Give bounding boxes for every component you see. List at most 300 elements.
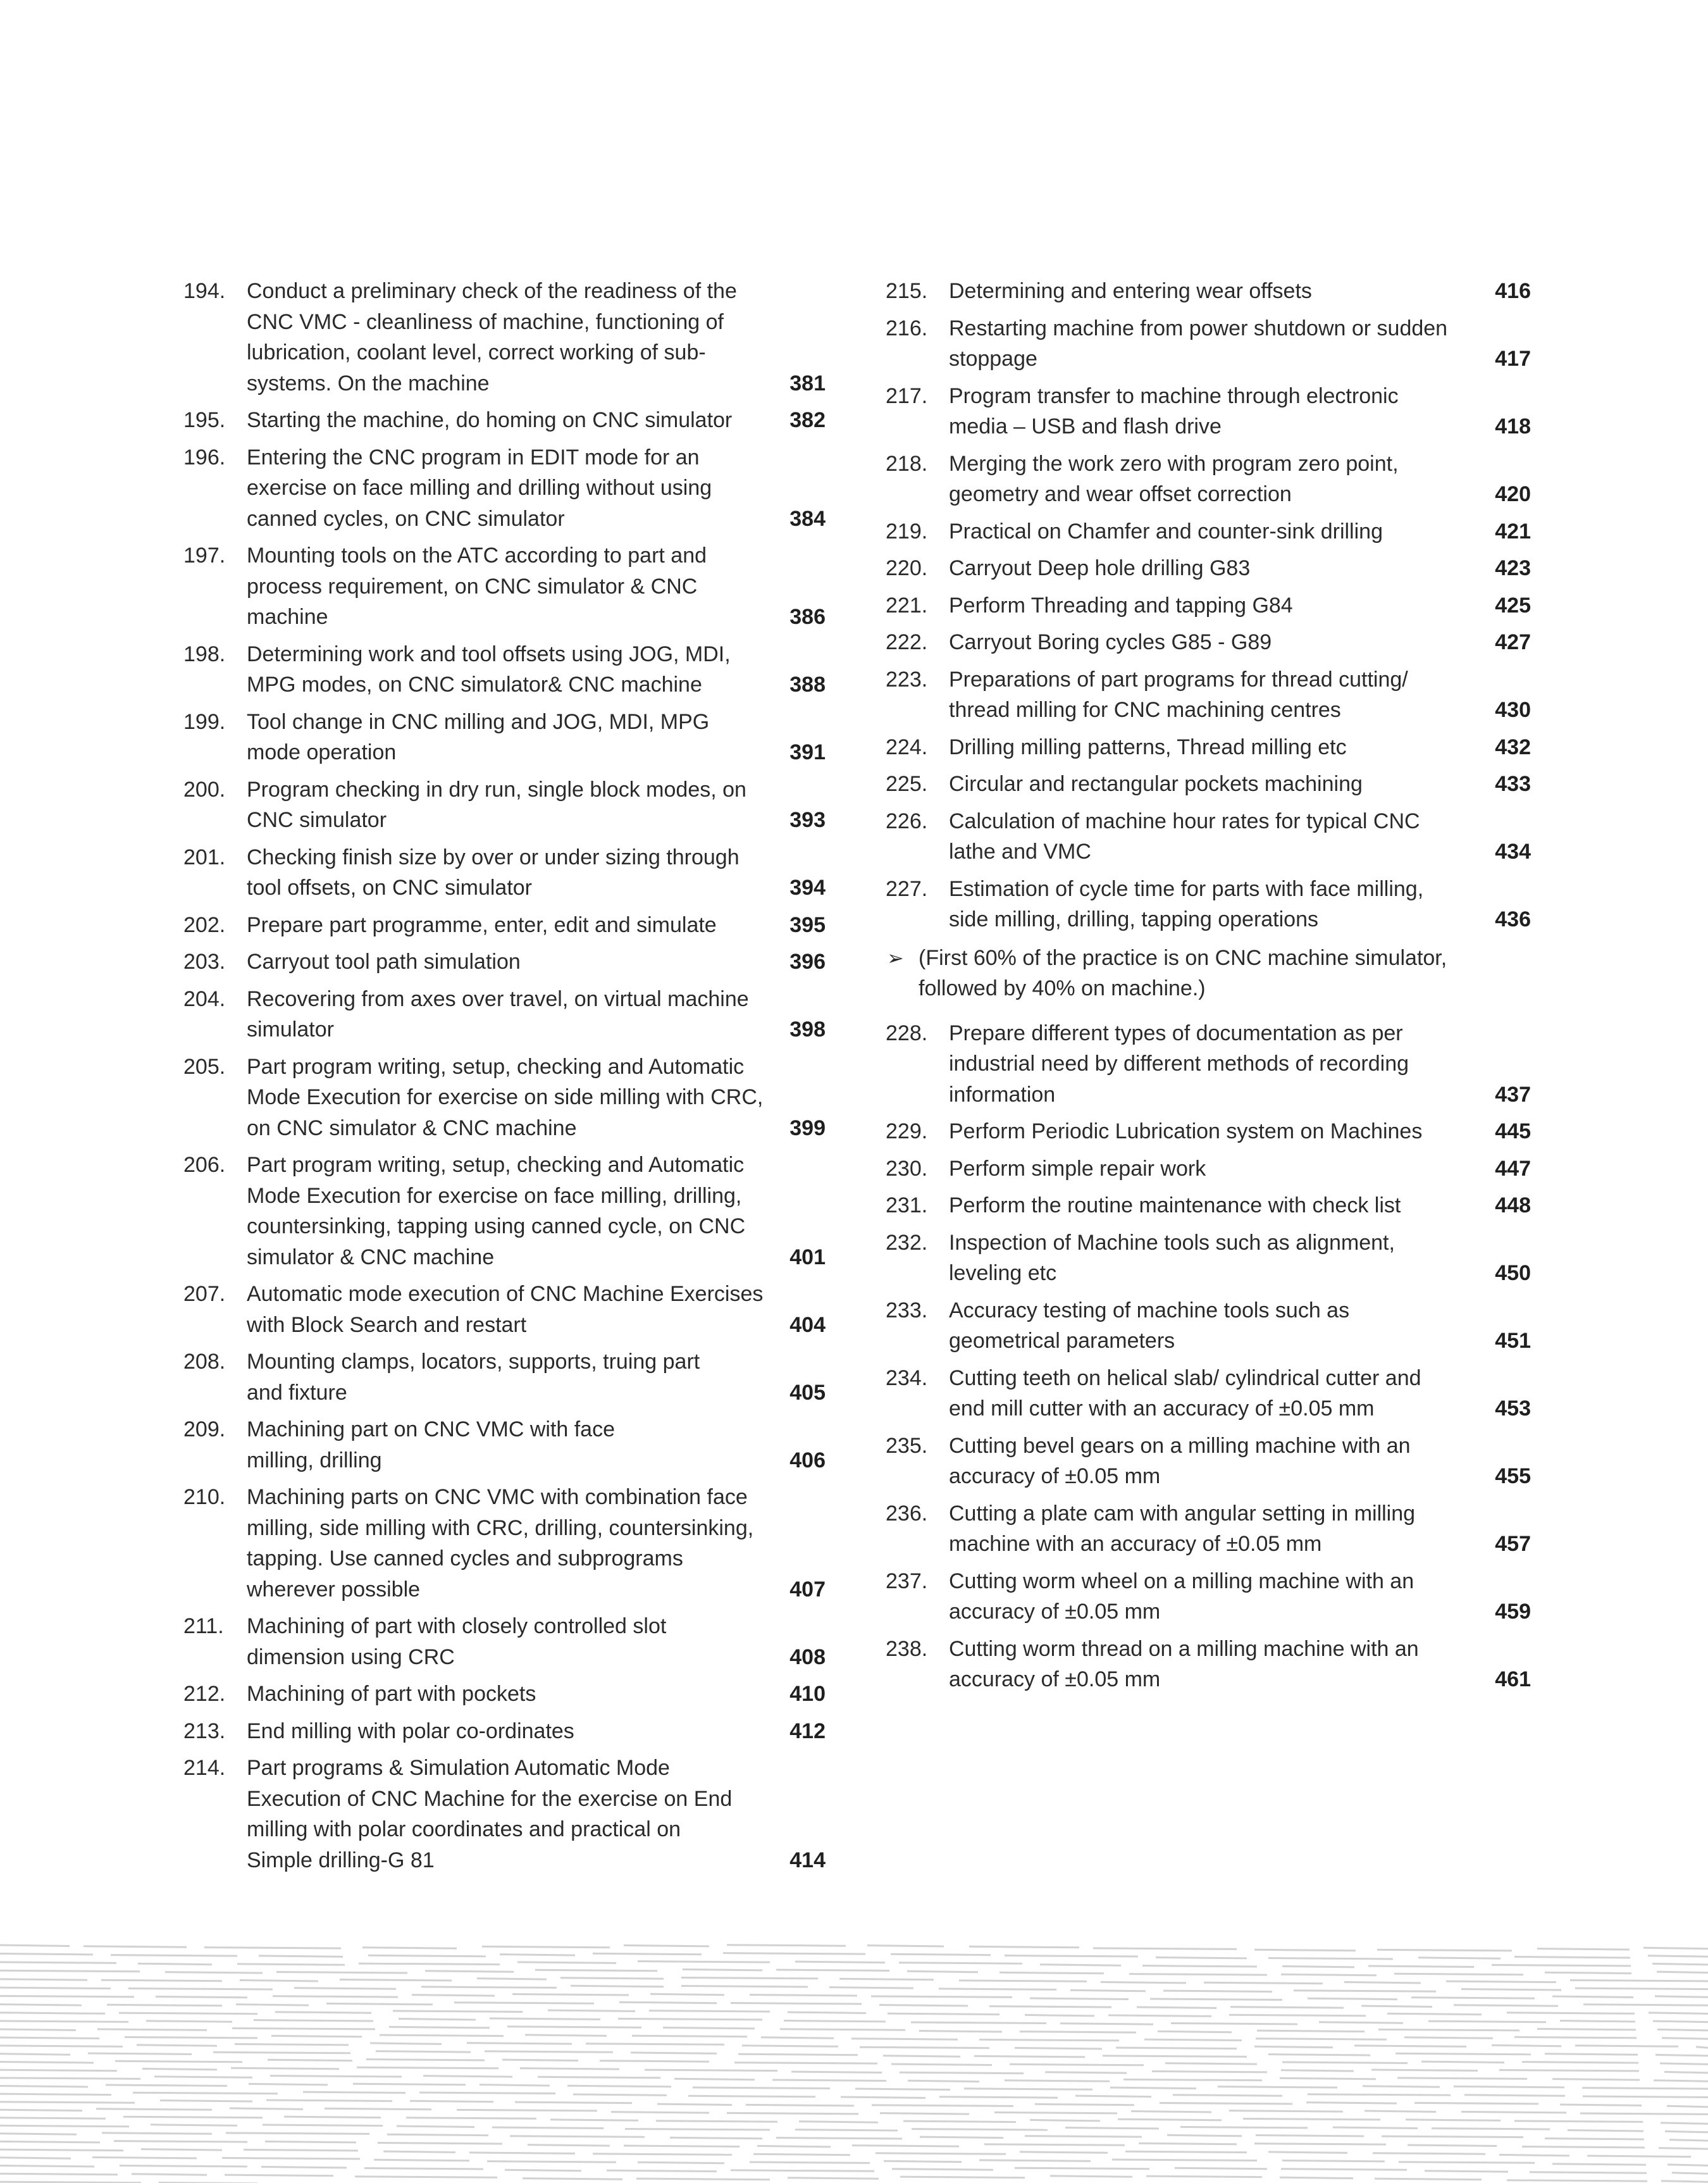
entry-number: 234.	[886, 1365, 928, 1390]
entry-title: Machining parts on CNC VMC with combination face milling, side milling with CRC, drilling, countersinking, tapping. Use canned cycles and subprograms wherever possible	[247, 1485, 754, 1601]
footer-stripe	[1025, 2136, 1142, 2137]
footer-stripe	[1020, 2032, 1136, 2033]
footer-stripe	[795, 1962, 885, 1963]
footer-stripe	[0, 2062, 94, 2063]
footer-stripe	[1514, 2121, 1643, 2122]
entry-number: 203.	[183, 950, 226, 974]
footer-stripe	[268, 2060, 352, 2061]
footer-stripe	[1428, 2021, 1546, 2022]
footer-stripe	[146, 2021, 232, 2022]
footer-stripe	[355, 2177, 497, 2178]
footer-stripe	[1461, 1989, 1561, 1991]
entry-number: 216.	[886, 316, 928, 340]
footer-stripe	[1373, 2153, 1485, 2155]
footer-wave-pattern	[0, 1936, 1708, 2183]
footer-stripe	[645, 2070, 777, 2071]
footer-stripe	[1648, 1956, 1708, 1957]
entry-number: 222.	[886, 630, 928, 654]
footer-stripe	[1432, 2129, 1550, 2130]
footer-stripe	[899, 1963, 1022, 1964]
footer-stripe	[421, 1987, 557, 1988]
footer-stripe	[1668, 2165, 1708, 2166]
toc-entry	[183, 1052, 826, 1144]
footer-stripe	[1254, 1950, 1356, 1951]
footer-stripe	[1005, 2080, 1110, 2082]
footer-stripe	[1020, 2152, 1108, 2153]
footer-stripe	[235, 2044, 349, 2045]
footer-stripe	[0, 2029, 76, 2031]
footer-stripe	[1368, 1966, 1474, 1967]
entry-page-number: 382	[789, 408, 826, 432]
footer-stripe	[0, 2125, 129, 2127]
toc-entry	[183, 1414, 826, 1476]
entry-title: Cutting worm wheel on a milling machine with an accuracy of ±0.05 mm	[949, 1569, 1414, 1624]
entry-number: 215.	[886, 279, 928, 303]
entry-page-number: 420	[1495, 482, 1531, 506]
footer-stripe	[266, 2100, 392, 2101]
footer-stripe	[123, 2117, 263, 2118]
footer-stripe	[1139, 2143, 1237, 2144]
entry-title: Perform the routine maintenance with check list	[949, 1193, 1401, 1217]
entry-title: Part programs & Simulation Automatic Mode Execution of CNC Machine for the exercise on End milling with polar coordinates and practical on Simple drilling-G 81	[247, 1756, 733, 1872]
entry-title: Inspection of Machine tools such as alignment, leveling etc	[949, 1230, 1395, 1285]
entry-title: Entering the CNC program in EDIT mode for an exercise on face milling and drilling without using canned cycles, on CNC simulator	[247, 445, 712, 531]
footer-stripe	[1568, 2130, 1643, 2132]
footer-stripe	[419, 2093, 555, 2094]
footer-stripe	[1306, 2103, 1397, 2104]
footer-stripe	[1160, 2103, 1292, 2105]
footer-stripe	[1015, 2048, 1102, 2049]
footer-stripe	[1672, 2173, 1708, 2174]
toc-entry	[183, 1279, 826, 1340]
entry-title: Calculation of machine hour rates for typical CNC lathe and VMC	[949, 809, 1420, 864]
footer-stripe	[1229, 2015, 1366, 2016]
footer-stripe	[132, 2174, 207, 2175]
footer-stripe	[888, 2013, 999, 2015]
footer-stripe	[683, 1969, 762, 1970]
footer-stripe	[1131, 2111, 1211, 2113]
entry-number: 199.	[183, 709, 226, 734]
entry-page-number: 421	[1495, 519, 1531, 544]
entry-page-number: 448	[1495, 1193, 1531, 1217]
toc-entry	[886, 1116, 1531, 1147]
footer-stripe	[1664, 2072, 1708, 2073]
footer-stripe	[156, 1996, 247, 1998]
footer-stripe	[1657, 2029, 1708, 2031]
footer-stripe	[1256, 2136, 1364, 2137]
entry-page-number: 430	[1495, 698, 1531, 722]
toc-entry	[183, 947, 826, 978]
footer-stripe	[1411, 1998, 1535, 1999]
toc-right-list-b	[886, 1018, 1531, 1695]
footer-stripe	[0, 2046, 123, 2047]
footer-stripe	[119, 2013, 257, 2014]
footer-stripe	[0, 1970, 140, 1972]
footer-stripe	[230, 2108, 303, 2110]
entry-title: Tool change in CNC milling and JOG, MDI, MPG mode operation	[247, 709, 710, 764]
footer-stripe	[482, 1946, 610, 1948]
footer-stripe	[757, 2146, 831, 2147]
footer-stripe	[1662, 2038, 1708, 2039]
footer-stripe	[1655, 2055, 1708, 2056]
entry-title: Cutting a plate cam with angular setting in milling machine with an accuracy of ±0.05 mm	[949, 1501, 1416, 1556]
footer-stripe	[213, 2052, 350, 2053]
footer-stripe	[1010, 2064, 1144, 2065]
footer-stripe	[903, 2121, 1016, 2122]
footer-stripe	[523, 2179, 622, 2180]
entry-number: 226.	[886, 809, 928, 833]
footer-stripe	[1110, 2087, 1196, 2089]
entry-title: Cutting worm thread on a milling machine with an accuracy of ±0.05 mm	[949, 1636, 1419, 1691]
toc-entry	[886, 1363, 1531, 1424]
entry-page-number: 404	[789, 1312, 826, 1337]
footer-stripe	[1294, 1991, 1436, 1992]
footer-stripe	[912, 2129, 1048, 2130]
footer-stripe	[625, 2129, 770, 2130]
footer-stripe	[1123, 2079, 1262, 2080]
toc-entry	[183, 276, 826, 399]
footer-stripe	[548, 2010, 635, 2012]
footer-stripe	[232, 2028, 375, 2029]
footer-stripe	[0, 1987, 111, 1989]
entry-number: 208.	[183, 1350, 226, 1374]
footer-stripe	[502, 2060, 578, 2061]
footer-stripe	[84, 1946, 187, 1948]
footer-stripe	[120, 2166, 247, 2167]
entry-page-number: 423	[1495, 556, 1531, 580]
toc-entry	[886, 553, 1531, 584]
footer-stripe	[611, 2112, 709, 2113]
toc-entry	[183, 774, 826, 836]
footer-stripe	[1268, 2055, 1370, 2056]
footer-stripe	[999, 1972, 1104, 1974]
footer-stripe	[1040, 1965, 1121, 1966]
footer-stripe	[1363, 2086, 1440, 2087]
entry-number: 209.	[183, 1417, 226, 1441]
entry-number: 196.	[183, 445, 226, 470]
footer-stripe	[1530, 2172, 1647, 2174]
entry-number: 213.	[183, 1719, 226, 1743]
entry-number: 219.	[886, 519, 928, 544]
entry-page-number: 436	[1495, 907, 1531, 931]
footer-stripe	[138, 1963, 212, 1965]
footer-stripe	[225, 2175, 333, 2176]
footer-stripe	[340, 1980, 452, 1981]
footer-stripe	[1375, 2179, 1482, 2180]
footer-stripe	[1425, 2171, 1508, 2172]
footer-stripe	[265, 2141, 356, 2143]
footer-stripe	[1116, 2048, 1237, 2049]
footer-stripe	[900, 2177, 1025, 2178]
footer-stripe	[989, 2006, 1111, 2008]
footer-stripe	[142, 2068, 217, 2070]
toc-entry	[183, 540, 826, 633]
footer-stripe	[133, 2093, 278, 2094]
footer-stripe	[1254, 2046, 1333, 2048]
entry-number: 217.	[886, 383, 928, 408]
footer-stripe	[1661, 2181, 1708, 2182]
footer-stripe	[0, 1962, 116, 1963]
footer-stripe	[1649, 2013, 1708, 2014]
footer-stripe	[1112, 2160, 1257, 2161]
footer-stripe	[520, 2068, 619, 2070]
entry-number: 233.	[886, 1298, 928, 1322]
footer-stripe	[1414, 2103, 1538, 2104]
footer-stripe	[1575, 1988, 1708, 1989]
footer-stripe	[1657, 1972, 1708, 1973]
footer-stripe	[750, 2162, 870, 2163]
footer-stripe	[681, 1986, 808, 1987]
footer-stripe	[538, 2077, 660, 2078]
footer-stripe	[1659, 2148, 1708, 2149]
entry-page-number: 414	[789, 1848, 826, 1872]
entry-title: Perform Threading and tapping G84	[949, 593, 1293, 618]
footer-stripe	[412, 1995, 495, 1996]
footer-stripe	[731, 2003, 862, 2005]
footer-stripe	[750, 1995, 857, 1996]
footer-stripe	[389, 2027, 490, 2028]
footer-stripe	[593, 1953, 702, 1955]
entry-page-number: 459	[1495, 1600, 1531, 1624]
footer-stripe	[1180, 2127, 1308, 2128]
entry-page-number: 393	[789, 808, 826, 832]
footer-stripe	[1461, 2111, 1566, 2113]
footer-stripe	[1319, 2022, 1403, 2024]
footer-stripe	[477, 1979, 547, 1980]
footer-stripe	[851, 2039, 958, 2040]
entry-title: Cutting bevel gears on a milling machine with an accuracy of ±0.05 mm	[949, 1433, 1411, 1488]
footer-stripe	[226, 2133, 369, 2134]
footer-stripe	[891, 2064, 992, 2065]
entry-number: 211.	[183, 1614, 224, 1638]
toc-entry	[183, 1482, 826, 1605]
footer-stripe	[872, 2105, 1013, 2106]
footer-stripe	[919, 2031, 1002, 2032]
footer-stripe	[528, 2145, 610, 2146]
toc-entry	[886, 664, 1531, 726]
entry-number: 224.	[886, 735, 928, 759]
footer-stripe	[1552, 1996, 1633, 1998]
entry-page-number: 394	[789, 876, 826, 900]
footer-stripe	[571, 1986, 664, 1987]
entry-page-number: 437	[1495, 1082, 1531, 1107]
footer-stripe	[96, 2109, 212, 2110]
footer-stripe	[240, 1981, 318, 1982]
footer-stripe	[1499, 2155, 1569, 2156]
footer-stripe	[1570, 1981, 1708, 1982]
footer-stripe	[115, 2061, 242, 2062]
footer-stripe	[284, 2117, 381, 2118]
entry-number: 223.	[886, 667, 928, 692]
footer-stripe	[0, 2054, 70, 2055]
footer-stripe	[1243, 2118, 1380, 2120]
footer-stripe	[1552, 2079, 1640, 2080]
footer-stripe	[0, 1945, 70, 1946]
entry-number: 225.	[886, 772, 928, 796]
toc-entry	[886, 1634, 1531, 1695]
footer-stripe	[638, 2162, 724, 2163]
footer-stripe	[1387, 2013, 1482, 2015]
footer-stripe	[1103, 2056, 1247, 2057]
footer-stripe	[353, 2084, 466, 2085]
footer-stripe	[1156, 1957, 1247, 1958]
entry-page-number: 406	[789, 1448, 826, 1472]
footer-stripe	[359, 1963, 500, 1965]
footer-stripe	[892, 2169, 993, 2170]
entry-title: Recovering from axes over travel, on virtual machine simulator	[247, 986, 749, 1042]
footer-stripe	[939, 1989, 1056, 1990]
footer-stripe	[1158, 2031, 1232, 2032]
footer-stripe	[0, 2086, 88, 2087]
entry-number: 220.	[886, 556, 928, 580]
footer-stripe	[92, 2157, 197, 2158]
footer-stripe	[1308, 2094, 1451, 2096]
entry-title: Carryout Deep hole drilling G83	[949, 556, 1251, 580]
footer-stripe	[1065, 2128, 1159, 2129]
footer-stripe	[1142, 1966, 1257, 1967]
footer-stripe	[326, 2003, 433, 2005]
footer-stripe	[1552, 2164, 1646, 2165]
footer-stripe	[0, 2134, 77, 2135]
toc-entry	[183, 639, 826, 700]
footer-stripe	[1229, 2111, 1343, 2112]
footer-stripe	[222, 2158, 360, 2159]
footer-stripe	[884, 2161, 962, 2162]
toc-entry	[183, 1611, 826, 1672]
footer-stripe	[852, 2146, 959, 2147]
footer-stripe	[1660, 2063, 1708, 2065]
footer-stripe	[1583, 2005, 1708, 2006]
entry-page-number: 425	[1495, 593, 1531, 618]
footer-stripe	[1522, 2062, 1638, 2063]
footer-stripe	[841, 2097, 925, 2098]
toc-entry	[183, 984, 826, 1045]
footer-stripe	[619, 2002, 717, 2003]
footer-stripe	[746, 2105, 854, 2106]
footer-stripe	[879, 2005, 968, 2006]
footer-stripe	[376, 2051, 471, 2053]
footer-stripe	[535, 1970, 657, 1971]
footer-stripe	[325, 2108, 431, 2110]
footer-stripe	[0, 1996, 134, 1997]
footer-stripe	[1492, 2045, 1561, 2046]
entry-page-number: 384	[789, 506, 826, 531]
footer-stripe	[1129, 1974, 1267, 1975]
footer-stripe	[1165, 2063, 1257, 2065]
footer-stripe	[1395, 2053, 1531, 2055]
footer-stripe	[663, 2027, 755, 2029]
footer-stripe	[1652, 1963, 1708, 1965]
entry-number: 195.	[183, 408, 226, 432]
footer-stripe	[649, 2011, 770, 2012]
footer-stripe	[425, 1971, 514, 1972]
footer-stripe	[1382, 2136, 1523, 2137]
footer-stripe	[1167, 2135, 1242, 2136]
toc-entry	[886, 1190, 1531, 1221]
footer-stripe	[855, 2089, 950, 2090]
footer-stripe	[1545, 2139, 1644, 2140]
footer-stripe	[1171, 2024, 1297, 2025]
entry-page-number: 457	[1495, 1532, 1531, 1556]
footer-stripe	[742, 2046, 838, 2047]
footer-stripe	[624, 1945, 709, 1946]
footer-stripe	[1163, 1991, 1272, 1992]
entry-title: Conduct a preliminary check of the readiness of the CNC VMC - cleanliness of machine, functioning of lubrication, coolant level, correct working of sub- systems. On the machine	[247, 279, 737, 395]
footer-stripe	[1394, 1974, 1523, 1975]
entry-page-number: 408	[789, 1645, 826, 1669]
footer-stripe	[1015, 2168, 1149, 2169]
footer-stripe	[1661, 2123, 1708, 2124]
entry-number: 197.	[183, 544, 226, 568]
footer-stripe	[979, 2160, 1091, 2161]
entry-title: Program checking in dry run, single block modes, on CNC simulator	[247, 777, 746, 832]
entry-number: 206.	[183, 1153, 226, 1177]
entry-page-number: 455	[1495, 1464, 1531, 1488]
footer-stripe	[0, 2149, 123, 2151]
footer-stripe	[368, 1955, 486, 1956]
footer-stripe	[883, 2056, 960, 2057]
footer-stripe	[151, 2125, 237, 2126]
footer-stripe	[378, 2143, 502, 2144]
footer-stripe	[1454, 2005, 1558, 2006]
entry-number: 231.	[886, 1193, 928, 1217]
entry-page-number: 453	[1495, 1396, 1531, 1421]
footer-stripe	[1281, 2169, 1407, 2170]
footer-stripe	[0, 2021, 128, 2022]
footer-stripe	[761, 2037, 834, 2039]
entry-title: Carryout Boring cycles G85 - G89	[949, 630, 1272, 654]
footer-stripe	[0, 2005, 82, 2006]
toc-entry	[886, 313, 1531, 375]
entry-title: Accuracy testing of machine tools such as geometrical parameters	[949, 1298, 1350, 1353]
footer-stripe	[1137, 2007, 1216, 2008]
toc-left-list	[183, 276, 826, 1875]
footer-stripe	[607, 2170, 717, 2172]
footer-stripe	[593, 2154, 732, 2155]
footer-stripe	[969, 1946, 1079, 1948]
entry-number: 228.	[886, 1021, 928, 1045]
footer-stripe	[1075, 2096, 1151, 2097]
entry-page-number: 445	[1495, 1119, 1531, 1143]
footer-stripe	[294, 1988, 396, 1989]
footer-stripe	[753, 2154, 850, 2155]
footer-stripe	[974, 2056, 1085, 2057]
footer-stripe	[1545, 2054, 1638, 2055]
toc-entry	[886, 516, 1531, 547]
footer-stripe	[586, 2044, 724, 2045]
footer-stripe	[1361, 2006, 1432, 2007]
footer-stripe	[860, 2047, 989, 2048]
footer-stripe	[1125, 2151, 1247, 2153]
footer-stripe	[507, 2027, 641, 2028]
footer-stripe	[920, 2137, 1003, 2138]
footer-stripe	[1696, 2047, 1708, 2048]
footer-stripe	[784, 2020, 886, 2022]
toc-entry	[886, 590, 1531, 621]
entry-number: 236.	[886, 1501, 928, 1526]
footer-stripe	[0, 1954, 93, 1955]
entry-page-number: 381	[789, 371, 826, 395]
entry-title: Cutting teeth on helical slab/ cylindrical cutter and end mill cutter with an accuracy of ±0.05 mm	[949, 1365, 1421, 1421]
toc-entry	[886, 381, 1531, 442]
footer-stripe	[959, 1981, 1087, 1982]
entry-number: 194.	[183, 279, 226, 303]
entry-title: Determining work and tool offsets using JOG, MDI, MPG modes, on CNC simulator& CNC machine	[247, 642, 731, 697]
footer-stripe	[1580, 2113, 1708, 2115]
footer-stripe	[249, 2084, 328, 2085]
footer-stripe	[271, 2036, 362, 2037]
footer-stripe	[467, 2043, 572, 2044]
